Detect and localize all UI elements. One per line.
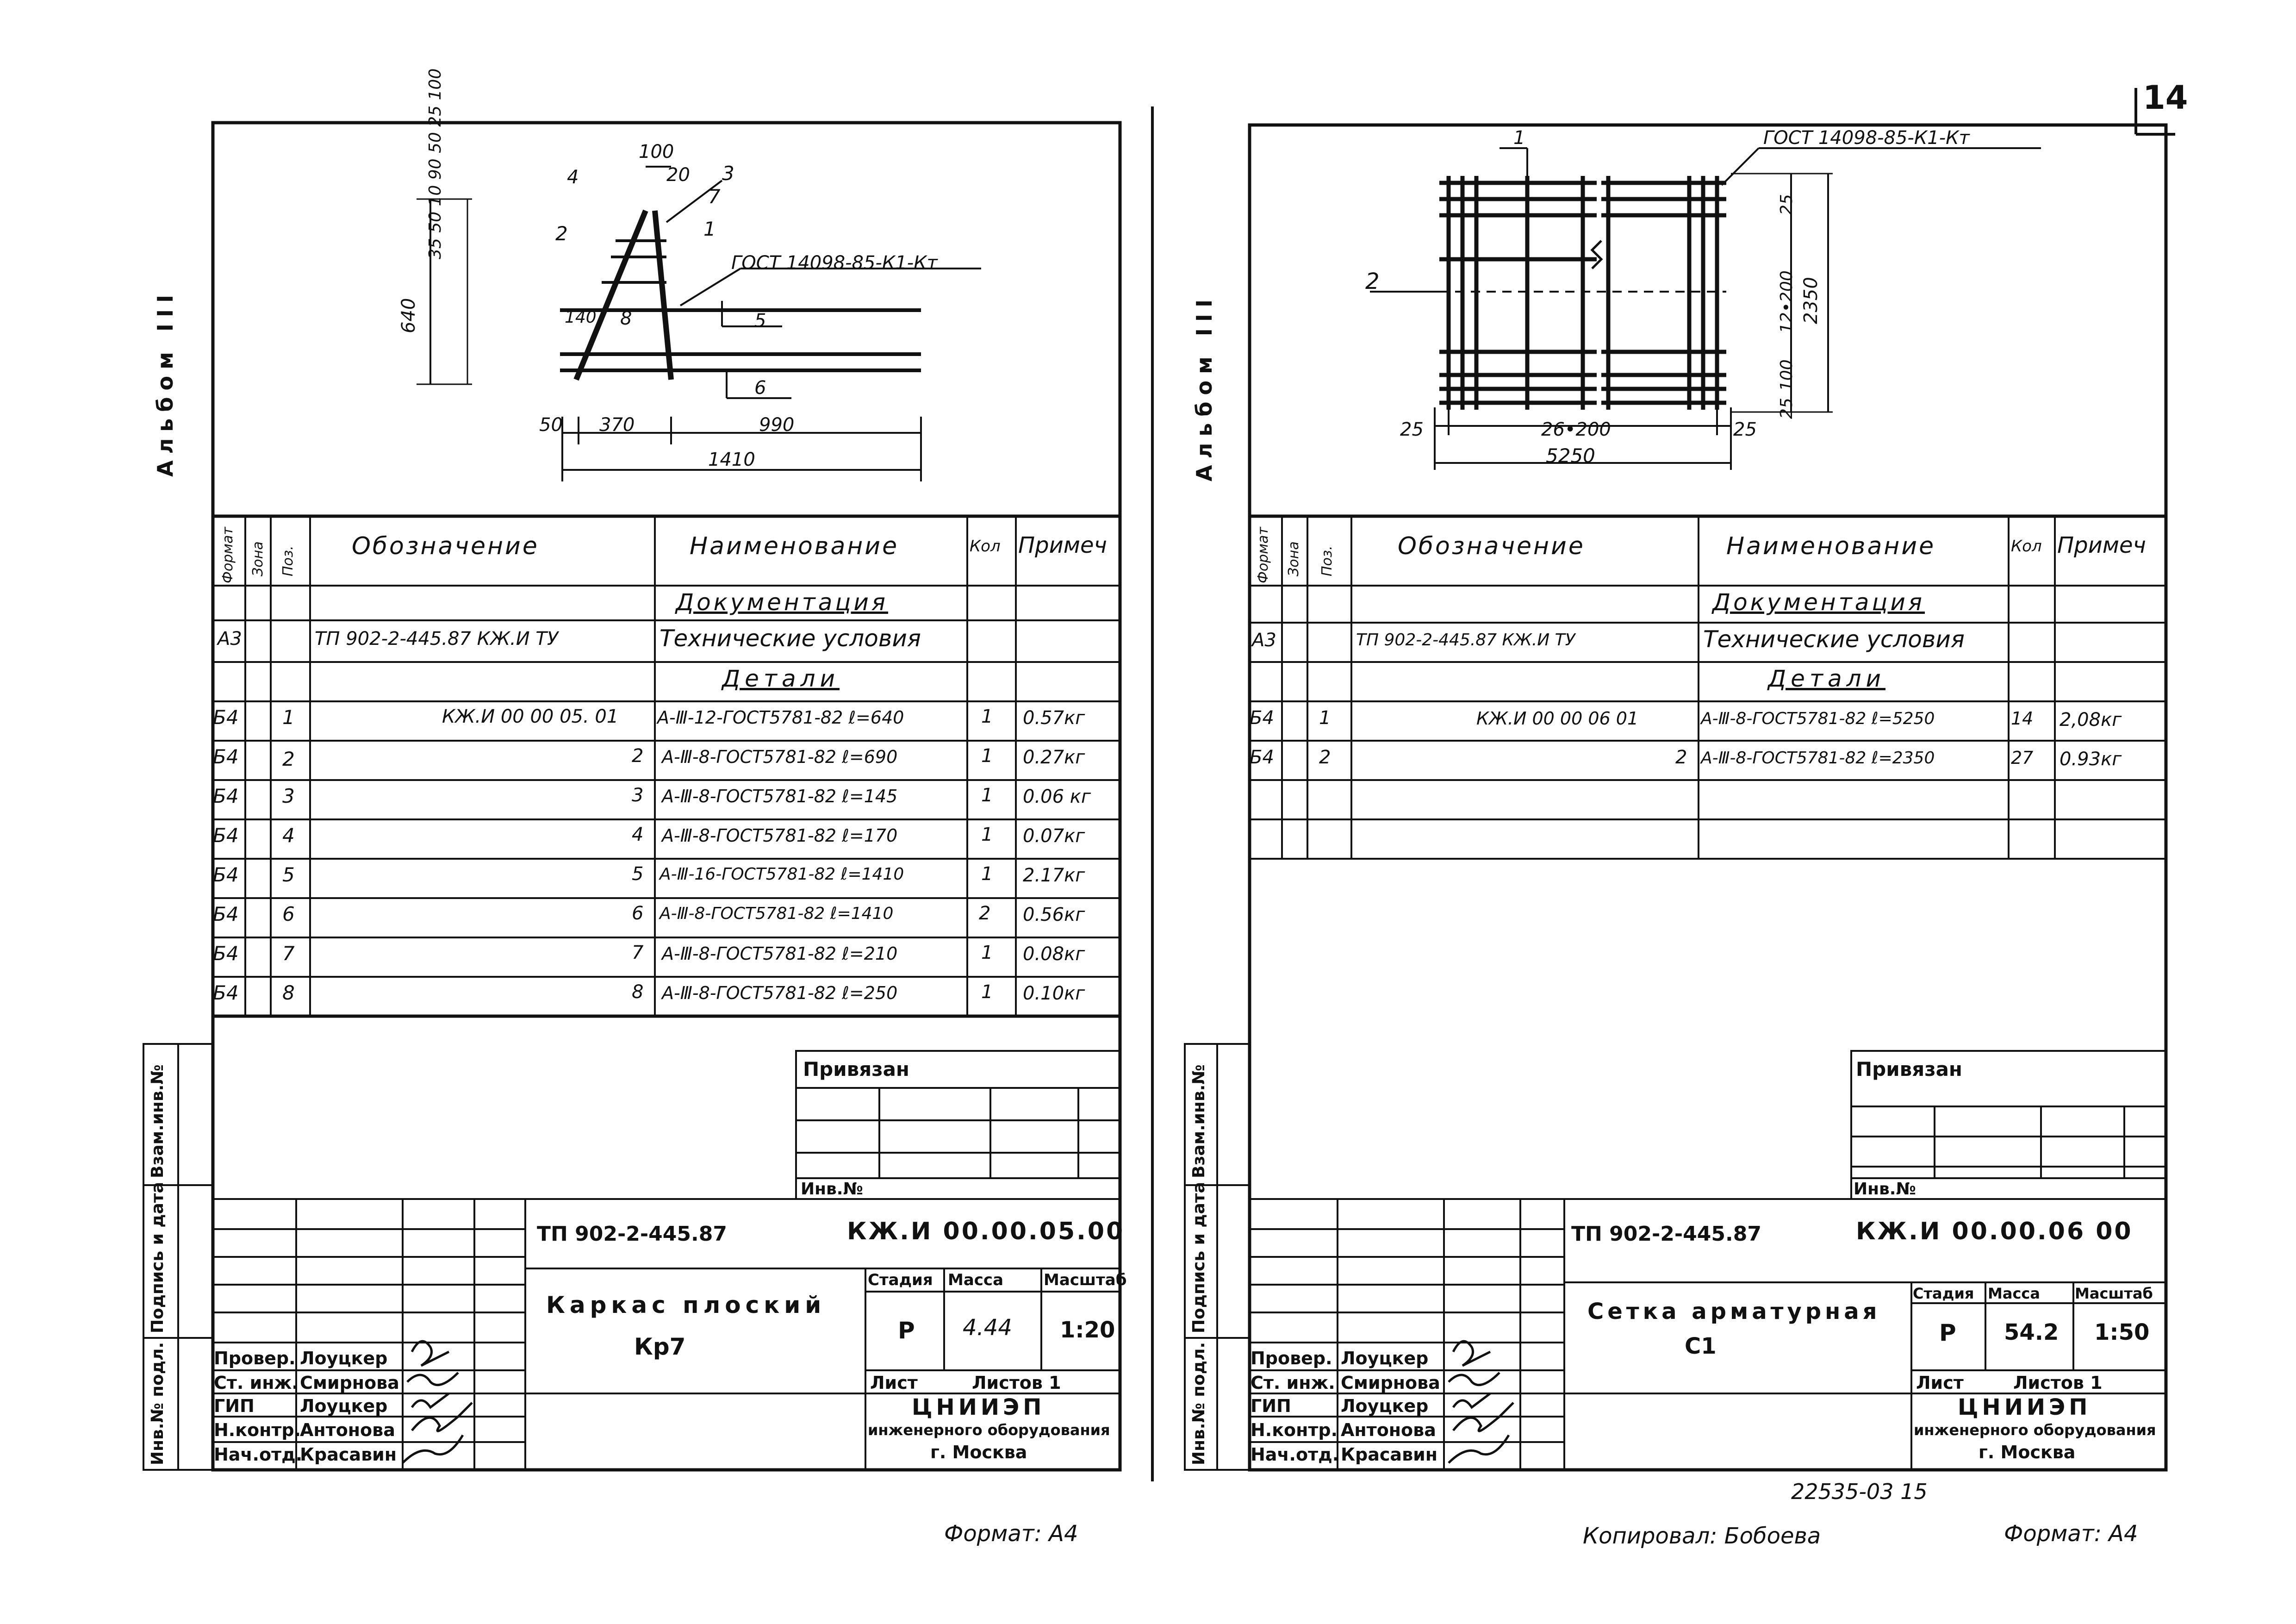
left-row2-name: А-Ⅲ-8-ГОСТ5781-82 ℓ=690 [662,747,898,767]
right-col-zone: Зона [1286,541,1302,576]
left-row4-format: Б4 [213,824,239,847]
right-dim-5250: 5250 [1546,444,1595,467]
left-section-parts: Детали [722,665,840,692]
left-row3-name: А-Ⅲ-8-ГОСТ5781-82 ℓ=145 [662,786,898,806]
col-note: Примеч [1018,532,1107,558]
right-name4: Антонова [1341,1420,1436,1440]
dim-1410: 1410 [708,449,755,470]
left-row3-note: 0.06 кг [1023,786,1091,807]
right-dim-12x200: 12•200 [1777,270,1796,333]
right-sheets-label: Листов 1 [2013,1373,2103,1393]
col-format: Формат [220,527,236,583]
left-side-vzam-inv: Взам.инв.№ [148,1064,167,1178]
left-row1-designation: КЖ.И 00 00 05. 01 [442,706,619,727]
left-name5: Красавин [300,1444,397,1465]
right-scale-h: Масштаб [2075,1285,2153,1302]
left-row8-format: Б4 [213,981,239,1004]
left-row1-note: 0.57кг [1023,707,1085,729]
left-side-inv-podl: Инв.№ подл. [148,1342,167,1465]
right-title2: С1 [1685,1333,1717,1359]
left-row3-pos: 3 [282,785,295,807]
right-side-vzam-inv: Взам.инв.№ [1189,1064,1208,1178]
right-name3: Лоуцкер [1341,1396,1429,1416]
dim-20: 20 [666,164,690,186]
right-mass: 54.2 [2004,1319,2059,1345]
left-row3-designation: 3 [632,785,644,806]
left-row2-format: Б4 [213,745,239,768]
right-section-docs: Документация [1712,589,1925,616]
left-row6-name: А-Ⅲ-8-ГОСТ5781-82 ℓ=1410 [660,904,894,923]
footer-format-right: Формат: А4 [2004,1521,2138,1547]
mark-8: 8 [620,308,632,329]
left-row7-designation: 7 [632,942,644,963]
left-stage-h: Стадия [868,1271,933,1289]
right-name2: Смирнова [1341,1373,1440,1393]
left-row7-name: А-Ⅲ-8-ГОСТ5781-82 ℓ=210 [662,943,898,964]
right-dim-100: 100 [1777,359,1796,391]
left-side-signature-date: Подпись и дата [148,1182,167,1333]
dim-50: 50 [539,414,563,436]
left-inv: Инв.№ [801,1180,863,1199]
left-project: ТП 902-2-445.87 [537,1222,727,1246]
right-dim-25-top: 25 [1777,194,1796,215]
right-row2-name: А-Ⅲ-8-ГОСТ5781-82 ℓ=2350 [1701,749,1935,768]
mark-2: 2 [555,222,568,245]
right-dim-26x200: 26•200 [1541,419,1611,440]
right-dim-2350: 2350 [1800,277,1822,324]
col-qty: Кол [970,537,1001,556]
left-org1: ЦНИИЭП [912,1394,1045,1420]
col-zone: Зона [250,541,266,576]
right-name1: Лоуцкер [1341,1348,1429,1368]
right-album-label: Альбом III [1192,293,1217,481]
left-title2: Кр7 [634,1333,686,1360]
right-col-note: Примеч [2057,532,2146,558]
left-row7-format: Б4 [213,942,239,965]
left-org2: инженерного оборудования [868,1421,1110,1439]
right-role5: Нач.отд. [1251,1444,1339,1465]
left-role4: Н.контр. [214,1420,301,1440]
right-stage: Р [1939,1319,1956,1346]
right-mark-1: 1 [1513,127,1525,149]
left-role2: Ст. инж. [214,1373,299,1393]
left-sheets-label: Листов 1 [972,1373,1061,1393]
right-row2-designation: 2 [1675,747,1687,768]
left-row2-pos: 2 [282,748,295,770]
left-row6-pos: 6 [282,903,295,925]
right-mark-2: 2 [1365,269,1380,294]
dim-370: 370 [599,414,635,436]
left-name4: Антонова [300,1420,395,1440]
right-row2-qty: 27 [2011,748,2034,768]
right-org3: г. Москва [1979,1442,2076,1462]
mark-5: 5 [754,310,766,331]
left-row5-qty: 1 [981,863,993,885]
right-side-inv-podl: Инв.№ подл. [1189,1342,1208,1465]
mark-4: 4 [567,167,579,188]
right-row2-note: 0.93кг [2060,749,2122,770]
left-row8-pos: 8 [282,981,295,1004]
left-row3-qty: 1 [981,785,993,806]
right-doc-format: А3 [1252,630,1276,651]
right-col-name: Наименование [1726,532,1936,560]
right-scale: 1:50 [2094,1319,2150,1345]
left-row7-pos: 7 [282,942,295,965]
left-row1-pos: 1 [282,706,295,729]
left-row6-format: Б4 [213,903,239,925]
right-inv: Инв.№ [1854,1180,1916,1199]
left-row1-name: А-Ⅲ-12-ГОСТ5781-82 ℓ=640 [657,707,904,728]
left-row5-format: Б4 [213,863,239,886]
left-role1: Провер. [214,1348,296,1368]
right-role2: Ст. инж. [1251,1373,1335,1393]
left-row6-qty: 2 [979,903,991,924]
left-dims-vertical: 35 50 10 90 50 25 100 [426,68,445,259]
left-row2-note: 0.27кг [1023,747,1085,768]
right-row1-note: 2,08кг [2060,709,2122,731]
right-section-parts: Детали [1768,665,1886,692]
right-doc-name: Технические условия [1703,626,1965,653]
dim-990: 990 [759,414,795,436]
left-role5: Нач.отд. [214,1444,303,1465]
right-side-signature-date: Подпись и дата [1189,1182,1208,1333]
right-sheet-label: Лист [1916,1373,1964,1393]
left-scale: 1:20 [1060,1317,1115,1343]
right-role4: Н.контр. [1251,1420,1338,1440]
dim-100: 100 [639,141,674,162]
left-row7-note: 0.08кг [1023,943,1085,965]
left-row5-pos: 5 [282,863,295,886]
mark-3: 3 [722,162,734,185]
left-row5-note: 2.17кг [1023,865,1085,886]
right-dim-25-left: 25 [1400,419,1424,440]
left-row8-qty: 1 [981,981,993,1003]
left-name2: Смирнова [300,1373,399,1393]
left-doc-name: Технические условия [660,625,921,652]
left-row8-name: А-Ⅲ-8-ГОСТ5781-82 ℓ=250 [662,983,898,1003]
left-privyazan: Привязан [803,1058,909,1081]
col-name: Наименование [690,532,899,560]
right-col-qty: Кол [2011,537,2042,556]
right-gost-label: ГОСТ 14098-85-К1-Кт [1763,127,1970,149]
left-row8-note: 0.10кг [1023,983,1085,1004]
right-code: КЖ.И 00.00.06 00 [1856,1218,2133,1245]
footer-copied-by: Копировал: Бобоева [1583,1523,1821,1549]
right-col-format: Формат [1255,527,1271,583]
left-mass-h: Масса [948,1271,1004,1289]
left-row4-qty: 1 [981,824,993,845]
footer-format-left: Формат: А4 [944,1521,1078,1547]
left-scale-h: Масштаб [1044,1271,1127,1289]
left-row7-qty: 1 [981,942,993,963]
right-row2-pos: 2 [1319,747,1331,768]
left-row4-pos: 4 [282,824,295,847]
right-row1-pos: 1 [1319,707,1331,729]
right-col-designation: Обозначение [1398,532,1585,560]
left-section-docs: Документация [676,589,888,616]
left-row6-note: 0.56кг [1023,904,1085,925]
left-row4-name: А-Ⅲ-8-ГОСТ5781-82 ℓ=170 [662,825,898,846]
right-title1: Сетка арматурная [1587,1299,1881,1324]
right-doc-designation: ТП 902-2-445.87 КЖ.И ТУ [1356,631,1575,650]
left-row2-qty: 1 [981,745,993,767]
left-row1-qty: 1 [981,706,993,727]
left-row5-designation: 5 [632,863,644,885]
right-dim-25-right: 25 [1733,419,1757,440]
footer-archive-code: 22535-03 15 [1791,1479,1928,1504]
mark-7: 7 [708,185,721,208]
left-row1-format: Б4 [213,706,239,729]
right-role3: ГИП [1251,1396,1291,1416]
dim-640: 640 [398,298,419,333]
left-name1: Лоуцкер [300,1348,388,1368]
mark-140: 140 [565,308,597,327]
right-name5: Красавин [1341,1444,1437,1465]
left-album-label: Альбом III [153,288,178,477]
left-stage: Р [898,1317,915,1344]
right-dim-25-bottom: 25 [1777,398,1796,419]
col-designation: Обозначение [352,532,539,560]
left-doc-format: А3 [218,628,242,650]
right-row1-name: А-Ⅲ-8-ГОСТ5781-82 ℓ=5250 [1701,709,1935,728]
mark-1: 1 [703,218,716,240]
right-col-pos: Поз. [1319,545,1335,576]
mark-6: 6 [754,377,766,399]
left-row8-designation: 8 [632,981,644,1003]
left-name3: Лоуцкер [300,1396,388,1416]
left-org3: г. Москва [930,1442,1027,1462]
right-project: ТП 902-2-445.87 [1571,1222,1761,1246]
page-number: 14 [2143,79,2188,117]
left-code: КЖ.И 00.00.05.00 [847,1218,1125,1245]
left-title1: Каркас плоский [546,1292,826,1318]
left-doc-designation: ТП 902-2-445.87 КЖ.И ТУ [315,628,559,650]
right-row1-qty: 14 [2011,708,2034,729]
left-row5-name: А-Ⅲ-16-ГОСТ5781-82 ℓ=1410 [660,865,904,884]
left-sheet-label: Лист [870,1373,918,1393]
col-pos: Поз. [280,545,296,576]
right-org2: инженерного оборудования [1914,1421,2156,1439]
right-row1-designation: КЖ.И 00 00 06 01 [1476,708,1639,729]
left-gost-label: ГОСТ 14098-85-К1-Кт [731,252,938,274]
left-role3: ГИП [214,1396,255,1416]
right-role1: Провер. [1251,1348,1332,1368]
right-row2-format: Б4 [1250,747,1274,768]
right-privyazan: Привязан [1856,1058,1962,1081]
right-stage-h: Стадия [1913,1285,1974,1302]
left-row6-designation: 6 [632,903,644,924]
left-mass: 4.44 [963,1315,1012,1341]
left-row4-designation: 4 [632,824,644,845]
left-row4-note: 0.07кг [1023,825,1085,847]
right-row1-format: Б4 [1250,707,1274,729]
right-org1: ЦНИИЭП [1958,1394,2091,1420]
left-row3-format: Б4 [213,785,239,807]
right-mass-h: Масса [1988,1285,2040,1302]
left-row2-designation: 2 [632,745,644,767]
